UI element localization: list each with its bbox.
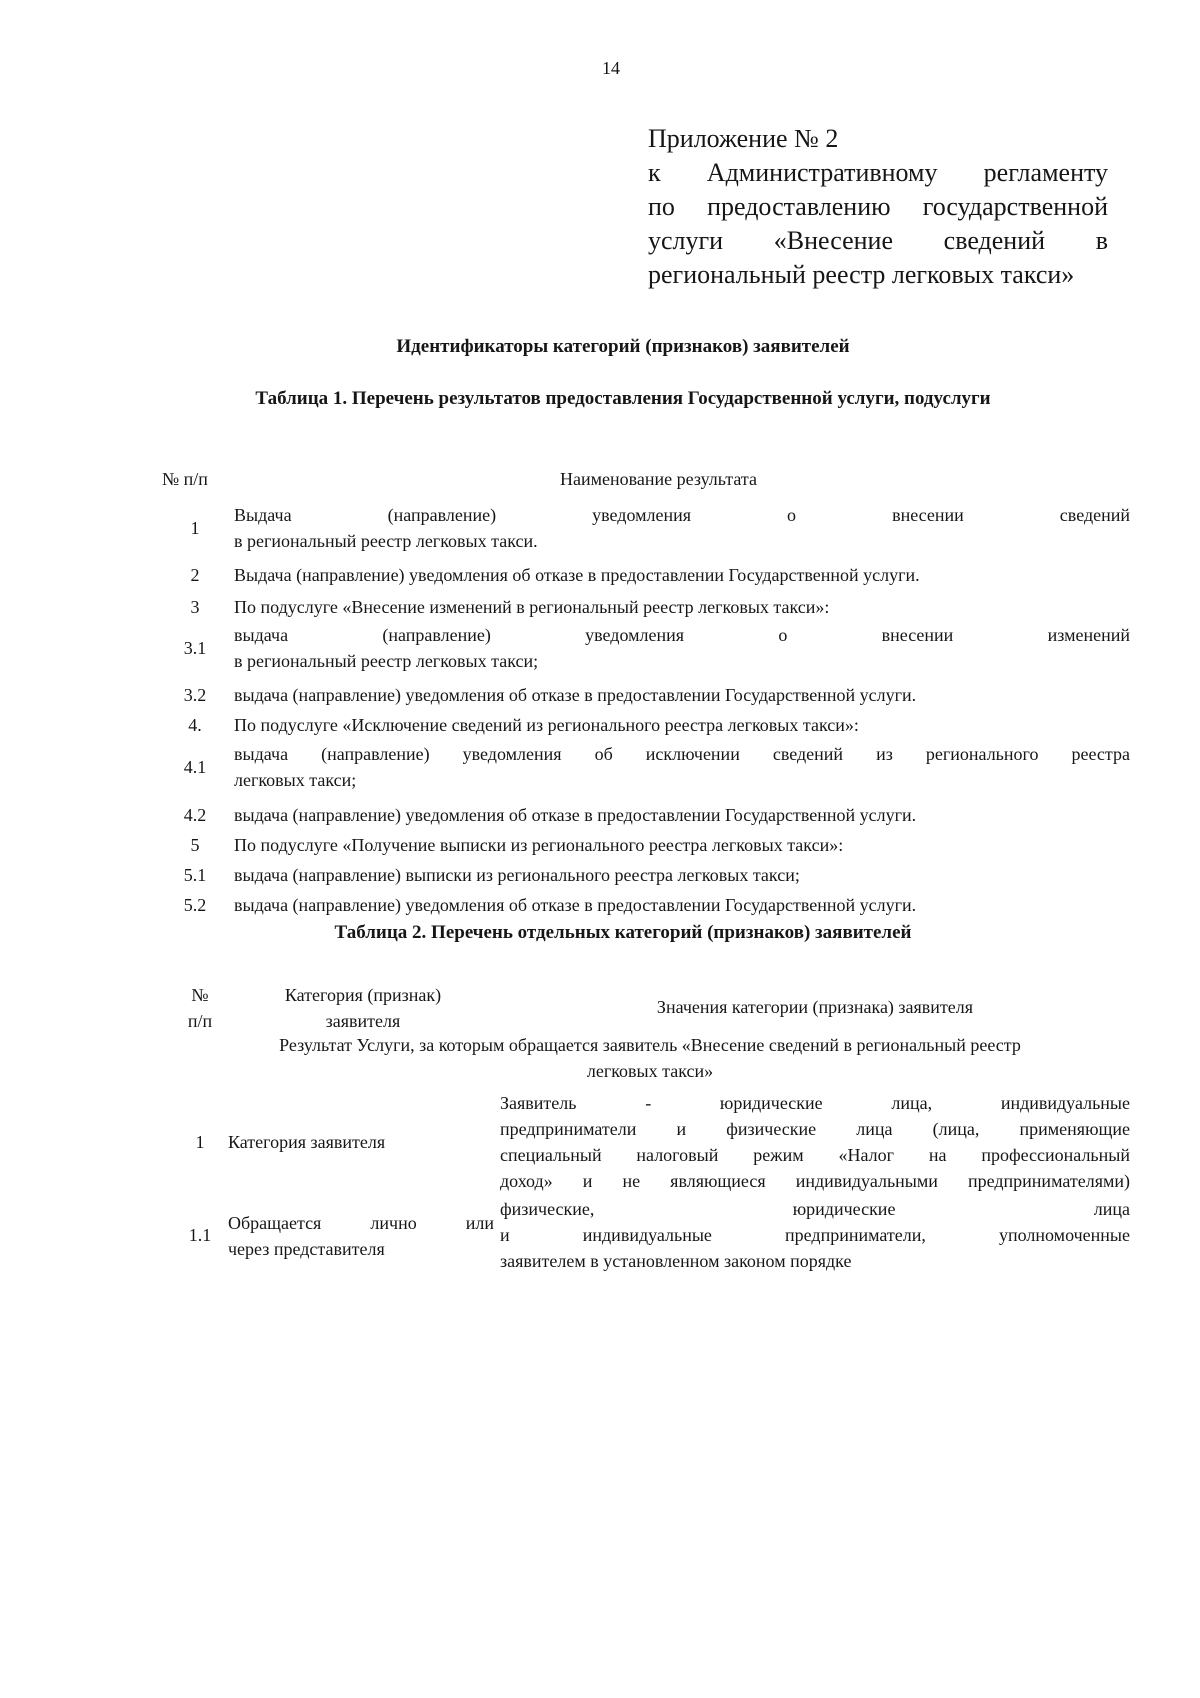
appendix-title: Приложение № 2 (648, 124, 839, 153)
appendix-line-5: региональный реестр легковых такси» (648, 260, 1075, 289)
row-text: По подуслуге «Исключение сведений из регионального реестра легковых такси»: (234, 715, 859, 735)
row-category (228, 1210, 494, 1262)
row-number: 3.1 (183, 638, 207, 658)
table2-result-line-1: Результат Услуги, за которым обращается заявитель «Внесение сведений в региональный реестр (279, 1035, 1021, 1055)
row-number: 2 (190, 565, 200, 585)
row-number: 3 (190, 597, 200, 617)
row-number: 5.1 (183, 865, 207, 885)
table1-col-name: Наименование результата (560, 469, 757, 489)
row-number: 5 (190, 835, 200, 855)
table2-col-category-line-1: Категория (признак) (284, 985, 442, 1005)
row-number: 4. (188, 715, 202, 735)
appendix-line-2: к Административному регламенту (648, 158, 1108, 187)
row-text: выдача (направление) уведомления об отказе в предоставлении Государственной услуги. (234, 805, 917, 825)
table2-title: Таблица 2. Перечень отдельных категорий (признаков) заявителей (334, 922, 912, 943)
row-text (234, 502, 1130, 554)
table2-col-num (182, 982, 218, 1034)
row-value (500, 1196, 1130, 1274)
row-value-line-3: заявителем в установленном законом порядке (500, 1251, 852, 1271)
appendix-line-3: по предоставлению государственной (648, 192, 1108, 221)
table2-col-num-line-1: № (191, 985, 209, 1005)
row-text (234, 741, 1130, 793)
row-category-line-1: Обращается лично или (228, 1213, 494, 1233)
row-text-line-2: легковых такси; (234, 770, 357, 790)
appendix-line-4: услуги «Внесение сведений в (648, 226, 1108, 255)
row-text-line-2: в региональный реестр легковых такси. (234, 531, 538, 551)
page-number: 14 (602, 58, 620, 78)
row-text: выдача (направление) выписки из регионального реестра легковых такси; (234, 865, 800, 885)
row-text: выдача (направление) уведомления об отказе в предоставлении Государственной услуги. (234, 685, 917, 705)
row-text: выдача (направление) уведомления об отказе в предоставлении Государственной услуги. (234, 895, 917, 915)
row-number: 5.2 (183, 895, 207, 915)
row-value-line-2: предприниматели и физические лица (лица, применяющие (500, 1119, 1130, 1139)
table2-result-line-2: легковых такси» (586, 1061, 714, 1081)
table1-col-num: № п/п (162, 469, 208, 489)
row-value-line-1: физические, юридические лица (500, 1199, 1130, 1219)
row-number: 1.1 (188, 1225, 212, 1245)
row-text-line-1: Выдача (направление) уведомления о внесении сведений (234, 505, 1130, 525)
appendix-block (648, 122, 1108, 292)
row-text: По подуслуге «Внесение изменений в региональный реестр легковых такси»: (234, 597, 830, 617)
row-number: 1 (190, 518, 200, 538)
row-text-line-1: выдача (направление) уведомления о внесении изменений (234, 625, 1130, 645)
table1-title: Таблица 1. Перечень результатов предоставления Государственной услуги, подуслуги (255, 388, 991, 409)
row-category-line-2: через представителя (228, 1239, 385, 1259)
table2-col-category-line-2: заявителя (325, 1011, 401, 1031)
table2-result-heading (180, 1032, 1120, 1084)
row-category: Категория заявителя (228, 1132, 386, 1152)
table2-col-category (258, 982, 468, 1034)
row-number: 1 (195, 1132, 205, 1152)
row-value-line-2: и индивидуальные предприниматели, уполномоченные (500, 1225, 1130, 1245)
table2-col-num-line-2: п/п (187, 1011, 213, 1031)
row-number: 3.2 (183, 685, 207, 705)
row-text-line-2: в региональный реестр легковых такси; (234, 651, 539, 671)
row-number: 4.2 (183, 805, 207, 825)
row-text: По подуслуге «Получение выписки из регионального реестра легковых такси»: (234, 835, 844, 855)
row-value-line-1: Заявитель - юридические лица, индивидуальные (500, 1093, 1130, 1113)
main-heading: Идентификаторы категорий (признаков) заявителей (396, 336, 850, 357)
row-text: Выдача (направление) уведомления об отказе в предоставлении Государственной услуги. (234, 565, 920, 585)
row-value-line-4: доход» и не являющиеся индивидуальными предпринимателями) (500, 1171, 1130, 1191)
row-value (500, 1090, 1130, 1194)
table2-col-value: Значения категории (признака) заявителя (656, 997, 974, 1017)
row-number: 4.1 (183, 757, 207, 777)
row-value-line-3: специальный налоговый режим «Налог на профессиональный (500, 1145, 1130, 1165)
row-text (234, 622, 1130, 674)
row-text-line-1: выдача (направление) уведомления об исключении сведений из регионального реестра (234, 744, 1130, 764)
